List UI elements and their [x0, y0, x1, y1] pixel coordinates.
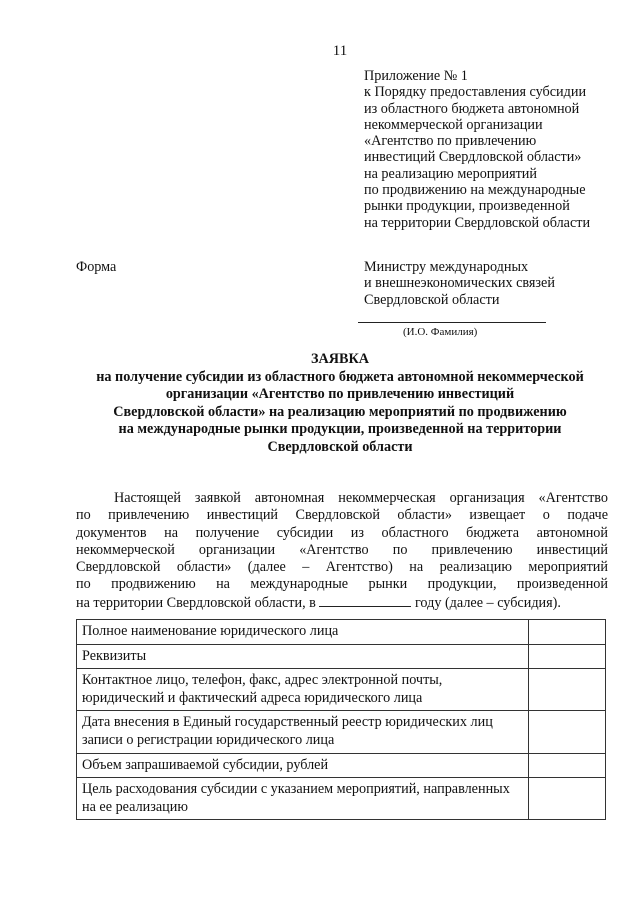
document-title	[0, 351, 640, 457]
body-line-last	[76, 594, 608, 611]
appendix-line: по продвижению на международные	[364, 182, 586, 199]
row-value-cell[interactable]	[529, 711, 606, 753]
body-line: по привлечению инвестиций Свердловской области» извещает о подаче	[76, 507, 608, 524]
row-value-cell[interactable]	[529, 753, 606, 778]
row-label: Реквизиты	[77, 644, 529, 669]
appendix-line: на реализацию мероприятий	[364, 165, 537, 182]
body-paragraph	[76, 490, 608, 611]
page-number: 11	[332, 43, 348, 59]
addressee-line: Свердловской области	[364, 291, 500, 308]
table-row	[77, 620, 606, 645]
table-row	[77, 644, 606, 669]
application-table	[76, 619, 606, 820]
row-label: Цель расходования субсидии с указанием мероприятий, направленных на ее реализацию	[77, 778, 529, 820]
row-value-cell[interactable]	[529, 669, 606, 711]
appendix-line: некоммерческой организации	[364, 116, 543, 133]
appendix-header	[364, 68, 590, 231]
body-line: некоммерческой организации «Агентство по привлечению инвестиций	[76, 541, 608, 558]
appendix-line: из областного бюджета автономной	[364, 100, 580, 117]
addressee-block	[364, 259, 555, 308]
body-line: Свердловской области» (далее – Агентство) на реализацию мероприятий	[76, 559, 608, 576]
row-value-cell[interactable]	[529, 644, 606, 669]
row-label: Дата внесения в Единый государственный реестр юридических лиц записи о регистрации юридического лица	[77, 711, 529, 753]
table-row	[77, 669, 606, 711]
title-heading: ЗАЯВКА	[311, 351, 369, 367]
appendix-line: к Порядку предоставления субсидии	[364, 84, 587, 101]
row-label: Полное наименование юридического лица	[77, 620, 529, 645]
year-blank-field[interactable]	[319, 594, 411, 607]
title-line: на международные рынки продукции, произведенной на территории	[118, 421, 562, 438]
row-label: Объем запрашиваемой субсидии, рублей	[77, 753, 529, 778]
table-row	[77, 778, 606, 820]
row-value-cell[interactable]	[529, 778, 606, 820]
body-line: документов на получение субсидии из областного бюджета автономной	[76, 524, 608, 541]
body-line: по продвижению на международные рынки продукции, произведенной	[76, 576, 608, 593]
appendix-line: Приложение № 1	[364, 68, 468, 84]
addressee-line: Министру международных	[364, 259, 529, 275]
signature-line	[358, 322, 546, 323]
row-value-cell[interactable]	[529, 620, 606, 645]
title-line: Свердловской области» на реализацию мероприятий по продвижению	[113, 403, 567, 420]
appendix-line: на территории Свердловской области	[364, 214, 591, 231]
row-label: Контактное лицо, телефон, факс, адрес электронной почты, юридический и фактический адреса юридического лица	[77, 669, 529, 711]
body-text-before-blank: на территории Свердловской области, в	[76, 594, 316, 611]
table-row	[77, 711, 606, 753]
addressee-line: и внешнеэкономических связей	[364, 275, 555, 292]
table-row	[77, 753, 606, 778]
appendix-line: инвестиций Свердловской области»	[364, 149, 582, 166]
title-line: организации «Агентство по привлечению инвестиций	[165, 386, 515, 403]
body-line: Настоящей заявкой автономная некоммерческая организация «Агентство	[114, 490, 608, 506]
body-text-after-blank: году (далее – субсидия).	[414, 594, 561, 611]
appendix-line: рынки продукции, произведенной	[364, 198, 570, 215]
form-label: Форма	[76, 259, 117, 275]
signature-caption: (И.О. Фамилия)	[403, 326, 478, 338]
appendix-line: «Агентство по привлечению	[364, 133, 537, 150]
title-line: на получение субсидии из областного бюджета автономной некоммерческой	[96, 368, 584, 385]
title-line: Свердловской области	[267, 438, 413, 455]
